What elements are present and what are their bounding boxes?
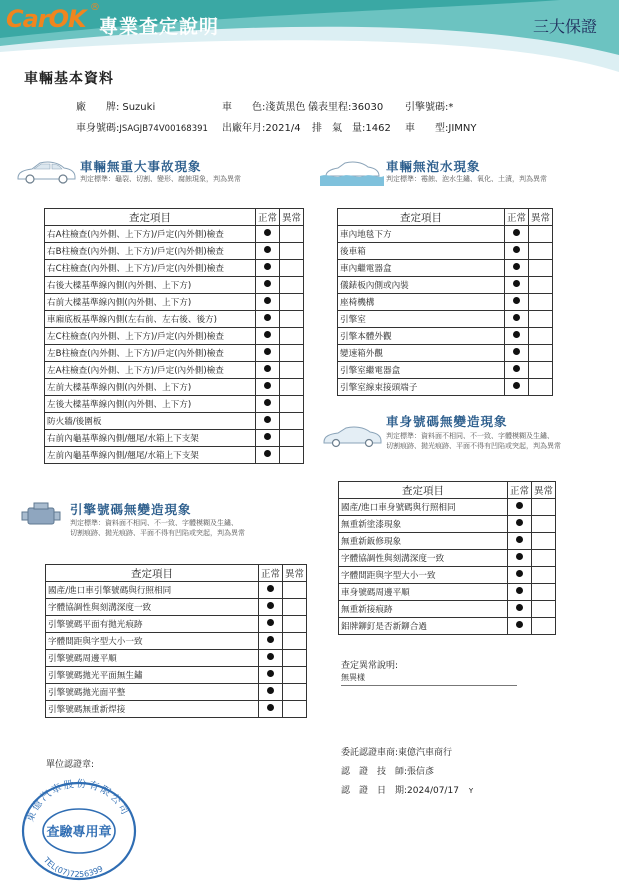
- abnormal-cell: [528, 277, 552, 294]
- normal-mark-icon: [264, 416, 271, 423]
- normal-mark-icon: [513, 331, 520, 338]
- table-row: [45, 430, 304, 447]
- normal-cell: [504, 345, 528, 362]
- check-item: 引擎號碼無重新焊接: [46, 701, 259, 718]
- normal-mark-icon: [264, 433, 271, 440]
- abnormal-cell: [531, 499, 555, 516]
- column-header-normal: 正常: [258, 565, 282, 582]
- check-item: 車廂底板基準線內側(左右前、左右後、後方): [45, 311, 256, 328]
- check-item: 防火牆/後圍板: [45, 413, 256, 430]
- normal-mark-icon: [516, 502, 523, 509]
- check-item: 字體間距與字型大小一致: [339, 567, 508, 584]
- normal-cell: [255, 447, 279, 464]
- column-header-abnormal: 異常: [279, 209, 303, 226]
- registered-mark: ®: [90, 2, 100, 13]
- normal-cell: [258, 616, 282, 633]
- check-item: 車身號碼周邊平順: [339, 584, 508, 601]
- check-item: 無重新鈑修現象: [339, 533, 508, 550]
- normal-mark-icon: [516, 536, 523, 543]
- abnormal-cell: [279, 294, 303, 311]
- check-item: 無重新塗漆現象: [339, 516, 508, 533]
- stamp-ring-text: 東億汽車股份有限公司: [24, 778, 132, 824]
- check-item: 國產/進口車引擎號碼與行照相同: [46, 582, 259, 599]
- normal-mark-icon: [513, 246, 520, 253]
- table-row: [46, 616, 307, 633]
- normal-mark-icon: [516, 570, 523, 577]
- brand-field: 廠 牌: Suzuki: [76, 102, 156, 113]
- body-number-check-table: [338, 481, 556, 635]
- abnormal-cell: [282, 633, 306, 650]
- abnormal-cell: [531, 550, 555, 567]
- normal-mark-icon: [513, 280, 520, 287]
- abnormal-cell: [279, 345, 303, 362]
- abnormal-cell: [279, 362, 303, 379]
- engine-number-standard-line-1: 判定標準：資料面不相同、不一致、字體模糊及生鏽、: [70, 519, 238, 527]
- normal-mark-icon: [513, 229, 520, 236]
- column-header-normal: 正常: [507, 482, 531, 499]
- check-item: 字體協調性與刻溝深度一致: [339, 550, 508, 567]
- table-row: [339, 584, 556, 601]
- abnormal-cell: [528, 243, 552, 260]
- check-item: 字體協調性與刻溝深度一致: [46, 599, 259, 616]
- flood-standard: 判定標準：霉蝕、泡水生鏽、氧化、土漬，判為異常: [386, 175, 547, 183]
- mileage-field: 儀表里程:36030: [308, 102, 384, 113]
- normal-mark-icon: [264, 382, 271, 389]
- normal-mark-icon: [267, 619, 274, 626]
- table-row: [46, 684, 307, 701]
- table-row: [338, 294, 553, 311]
- normal-cell: [258, 684, 282, 701]
- check-item: 儀錶板內側或內裝: [338, 277, 505, 294]
- engine-number-section-title: 引擎號碼無變造現象: [70, 502, 192, 517]
- normal-mark-icon: [264, 280, 271, 287]
- normal-mark-icon: [264, 314, 271, 321]
- normal-cell: [255, 226, 279, 243]
- abnormal-cell: [279, 447, 303, 464]
- check-item: 右A柱檢查(內外側、上下方)/戶定(內外側)檢查: [45, 226, 256, 243]
- table-row: [45, 277, 304, 294]
- normal-cell: [255, 328, 279, 345]
- normal-mark-icon: [267, 602, 274, 609]
- table-row: [338, 362, 553, 379]
- normal-mark-icon: [264, 331, 271, 338]
- normal-cell: [504, 243, 528, 260]
- check-item: 左C柱檢查(內外側、上下方)/戶定(內外側)檢查: [45, 328, 256, 345]
- check-item: 引擎號碼周邊平順: [46, 650, 259, 667]
- column-header-abnormal: 異常: [531, 482, 555, 499]
- check-item: 座椅機構: [338, 294, 505, 311]
- normal-mark-icon: [264, 297, 271, 304]
- check-item: 右前大樑基準線內側(內外側、上下方): [45, 294, 256, 311]
- svg-text:TEL(07)7256399: [41, 855, 104, 879]
- check-item: 引擎室繼電器盒: [338, 362, 505, 379]
- abnormal-cell: [279, 430, 303, 447]
- normal-cell: [258, 633, 282, 650]
- table-row: [45, 447, 304, 464]
- check-item: 引擎號碼拋光平面無生鏽: [46, 667, 259, 684]
- table-row: [339, 499, 556, 516]
- table-row: [45, 243, 304, 260]
- normal-mark-icon: [516, 519, 523, 526]
- normal-cell: [507, 516, 531, 533]
- table-row: [338, 260, 553, 277]
- normal-mark-icon: [516, 587, 523, 594]
- table-row: [45, 362, 304, 379]
- normal-cell: [255, 362, 279, 379]
- table-row: [45, 413, 304, 430]
- normal-cell: [255, 396, 279, 413]
- document-title: 專業查定說明: [99, 16, 220, 38]
- table-row: [338, 379, 553, 396]
- abnormal-cell: [279, 328, 303, 345]
- normal-mark-icon: [267, 704, 274, 711]
- vehicle-info-heading: 車輛基本資料: [24, 71, 114, 87]
- check-item: 變速箱外觀: [338, 345, 505, 362]
- normal-cell: [504, 362, 528, 379]
- normal-cell: [258, 650, 282, 667]
- table-row: [339, 618, 556, 635]
- normal-mark-icon: [513, 382, 520, 389]
- engine-number-field: 引擎號碼:*: [405, 102, 454, 113]
- abnormal-cell: [279, 413, 303, 430]
- table-row: [45, 379, 304, 396]
- abnormal-cell: [282, 599, 306, 616]
- three-guarantees-label: 三大保證: [533, 17, 598, 36]
- manufacture-date-field: 出廠年月:2021/4: [222, 123, 301, 134]
- abnormal-cell: [279, 379, 303, 396]
- normal-cell: [507, 567, 531, 584]
- check-item: 字體間距與字型大小一致: [46, 633, 259, 650]
- check-item: 後車箱: [338, 243, 505, 260]
- normal-mark-icon: [513, 263, 520, 270]
- column-header-item: 查定項目: [45, 209, 256, 226]
- normal-cell: [255, 413, 279, 430]
- engine-number-check-table: [45, 564, 307, 718]
- table-row: [339, 550, 556, 567]
- color-field: 車 色:淺黃黑色: [222, 102, 306, 113]
- normal-mark-icon: [513, 297, 520, 304]
- normal-cell: [504, 294, 528, 311]
- check-item: 左A柱檢查(內外側、上下方)/戶定(內外側)檢查: [45, 362, 256, 379]
- normal-mark-icon: [516, 553, 523, 560]
- abnormal-cell: [282, 650, 306, 667]
- normal-mark-icon: [267, 687, 274, 694]
- normal-cell: [255, 243, 279, 260]
- normal-mark-icon: [264, 348, 271, 355]
- table-row: [46, 701, 307, 718]
- abnormal-cell: [282, 667, 306, 684]
- normal-mark-icon: [264, 450, 271, 457]
- body-number-standard-line-2: 切割痕跡、拋光痕跡、平面不得有凹陷或突起，判為異常: [386, 442, 561, 450]
- column-header-item: 查定項目: [339, 482, 508, 499]
- table-row: [338, 277, 553, 294]
- table-row: [338, 243, 553, 260]
- normal-cell: [258, 701, 282, 718]
- normal-cell: [504, 277, 528, 294]
- check-item: 鋁牌鉚釘是否新鉚合過: [339, 618, 508, 635]
- abnormal-cell: [282, 701, 306, 718]
- check-item: 右前內龜基準線內側/翹尾/水箱上下支架: [45, 430, 256, 447]
- normal-cell: [255, 379, 279, 396]
- normal-mark-icon: [516, 621, 523, 628]
- normal-cell: [504, 260, 528, 277]
- table-row: [45, 311, 304, 328]
- normal-cell: [504, 328, 528, 345]
- check-item: 右B柱檢查(內外側、上下方)/戶定(內外側)檢查: [45, 243, 256, 260]
- table-row: [338, 345, 553, 362]
- car-icon: [14, 158, 78, 186]
- carok-logo: CarOK: [6, 5, 86, 33]
- model-field: 車 型:JIMNY: [405, 123, 477, 134]
- normal-cell: [255, 311, 279, 328]
- accident-check-table: [44, 208, 304, 464]
- column-header-item: 查定項目: [46, 565, 259, 582]
- normal-cell: [507, 550, 531, 567]
- remarks-divider: [341, 685, 517, 686]
- certification-date-field: 認 證 日 期:2024/07/17 Y: [341, 786, 474, 796]
- table-row: [46, 599, 307, 616]
- table-row: [45, 260, 304, 277]
- normal-mark-icon: [264, 263, 271, 270]
- vin-field: 車身號碼:JSAGJB74V00168391: [76, 123, 208, 134]
- body-number-section-title: 車身號碼無變造現象: [386, 414, 508, 429]
- table-row: [339, 601, 556, 618]
- svg-text:東億汽車股份有限公司: [23, 778, 132, 824]
- normal-mark-icon: [513, 365, 520, 372]
- normal-cell: [507, 499, 531, 516]
- table-row: [45, 294, 304, 311]
- check-item: 引擎室: [338, 311, 505, 328]
- abnormal-cell: [528, 260, 552, 277]
- normal-cell: [507, 601, 531, 618]
- stamp-center-text: 查驗專用章: [46, 825, 112, 840]
- check-item: 車內繼電器盒: [338, 260, 505, 277]
- normal-mark-icon: [264, 246, 271, 253]
- column-header-normal: 正常: [504, 209, 528, 226]
- check-item: 無重新接痕跡: [339, 601, 508, 618]
- check-item: 引擎本體外觀: [338, 328, 505, 345]
- normal-cell: [507, 533, 531, 550]
- flood-section-title: 車輛無泡水現象: [386, 159, 481, 174]
- flooded-car-icon: [320, 158, 384, 186]
- normal-mark-icon: [264, 365, 271, 372]
- normal-cell: [504, 379, 528, 396]
- check-item: 左B柱檢查(內外側、上下方)/戶定(內外側)檢查: [45, 345, 256, 362]
- normal-cell: [255, 294, 279, 311]
- abnormal-cell: [282, 616, 306, 633]
- abnormal-cell: [528, 328, 552, 345]
- table-row: [46, 633, 307, 650]
- accident-section-title: 車輛無重大事故現象: [80, 159, 202, 174]
- column-header-normal: 正常: [255, 209, 279, 226]
- technician-field: 認 證 技 師:張信彥: [341, 767, 435, 777]
- normal-cell: [504, 226, 528, 243]
- table-row: [46, 582, 307, 599]
- check-item: 引擎室線束接頭端子: [338, 379, 505, 396]
- normal-cell: [507, 584, 531, 601]
- table-row: [339, 567, 556, 584]
- abnormal-cell: [279, 396, 303, 413]
- abnormal-cell: [531, 516, 555, 533]
- abnormal-cell: [531, 601, 555, 618]
- normal-mark-icon: [267, 636, 274, 643]
- accident-standard: 判定標準：龜裂、切割、變形、腐蝕現象，判為異常: [80, 175, 241, 183]
- normal-mark-icon: [513, 314, 520, 321]
- abnormal-cell: [528, 362, 552, 379]
- table-row: [45, 345, 304, 362]
- abnormal-cell: [528, 226, 552, 243]
- table-row: [339, 516, 556, 533]
- engine-number-standard-line-2: 切割痕跡、拋光痕跡、平面不得有凹陷或突起，判為異常: [70, 529, 245, 537]
- unit-certification-label: 單位認證章:: [46, 760, 95, 770]
- column-header-abnormal: 異常: [282, 565, 306, 582]
- normal-mark-icon: [267, 585, 274, 592]
- check-item: 引擎號碼拋光面平整: [46, 684, 259, 701]
- abnormal-cell: [282, 582, 306, 599]
- check-item: 車內地毯下方: [338, 226, 505, 243]
- abnormal-cell: [279, 311, 303, 328]
- table-row: [45, 396, 304, 413]
- abnormal-cell: [531, 533, 555, 550]
- check-item: 右C柱檢查(內外側、上下方)/戶定(內外側)檢查: [45, 260, 256, 277]
- check-item: 國產/進口車身號碼與行照相同: [339, 499, 508, 516]
- remarks-value: 無異樣: [341, 673, 365, 682]
- check-item: 左後大樑基準線內側(內外側、上下方): [45, 396, 256, 413]
- table-row: [338, 328, 553, 345]
- normal-mark-icon: [513, 348, 520, 355]
- table-row: [338, 226, 553, 243]
- abnormal-cell: [531, 618, 555, 635]
- stamp-telephone: TEL(07)7256399: [41, 855, 105, 880]
- table-row: [45, 226, 304, 243]
- table-row: [46, 667, 307, 684]
- car-icon: [320, 424, 384, 448]
- normal-mark-icon: [264, 399, 271, 406]
- table-row: [46, 650, 307, 667]
- check-item: 引擎號碼平面有拋光痕跡: [46, 616, 259, 633]
- abnormal-cell: [528, 311, 552, 328]
- displacement-field: 排 氣 量:1462: [312, 123, 391, 134]
- abnormal-cell: [282, 684, 306, 701]
- table-row: [339, 533, 556, 550]
- normal-mark-icon: [264, 229, 271, 236]
- body-number-standard-line-1: 判定標準：資料面不相同、不一致、字體模糊及生鏽、: [386, 432, 554, 440]
- check-item: 右後大樑基準線內側(內外側、上下方): [45, 277, 256, 294]
- abnormal-cell: [279, 226, 303, 243]
- abnormal-cell: [531, 584, 555, 601]
- normal-cell: [255, 430, 279, 447]
- abnormal-cell: [528, 294, 552, 311]
- normal-mark-icon: [267, 653, 274, 660]
- abnormal-cell: [279, 277, 303, 294]
- normal-cell: [258, 599, 282, 616]
- normal-cell: [255, 277, 279, 294]
- dealer-field: 委託認證車商:東億汽車商行: [341, 748, 453, 758]
- abnormal-cell: [528, 379, 552, 396]
- normal-mark-icon: [516, 604, 523, 611]
- abnormal-cell: [279, 260, 303, 277]
- check-item: 左前內龜基準線內側/翹尾/水箱上下支架: [45, 447, 256, 464]
- normal-mark-icon: [267, 670, 274, 677]
- flood-check-table: [337, 208, 553, 396]
- column-header-abnormal: 異常: [528, 209, 552, 226]
- check-item: 左前大樑基準線內側(內外側、上下方): [45, 379, 256, 396]
- normal-cell: [255, 345, 279, 362]
- abnormal-cell: [279, 243, 303, 260]
- normal-cell: [258, 582, 282, 599]
- abnormal-cell: [531, 567, 555, 584]
- remarks-label: 查定異常說明:: [341, 661, 399, 671]
- column-header-item: 查定項目: [338, 209, 505, 226]
- normal-cell: [504, 311, 528, 328]
- company-stamp: [18, 775, 140, 883]
- table-row: [338, 311, 553, 328]
- normal-cell: [507, 618, 531, 635]
- abnormal-cell: [528, 345, 552, 362]
- normal-cell: [258, 667, 282, 684]
- table-row: [45, 328, 304, 345]
- normal-cell: [255, 260, 279, 277]
- engine-icon: [20, 500, 62, 530]
